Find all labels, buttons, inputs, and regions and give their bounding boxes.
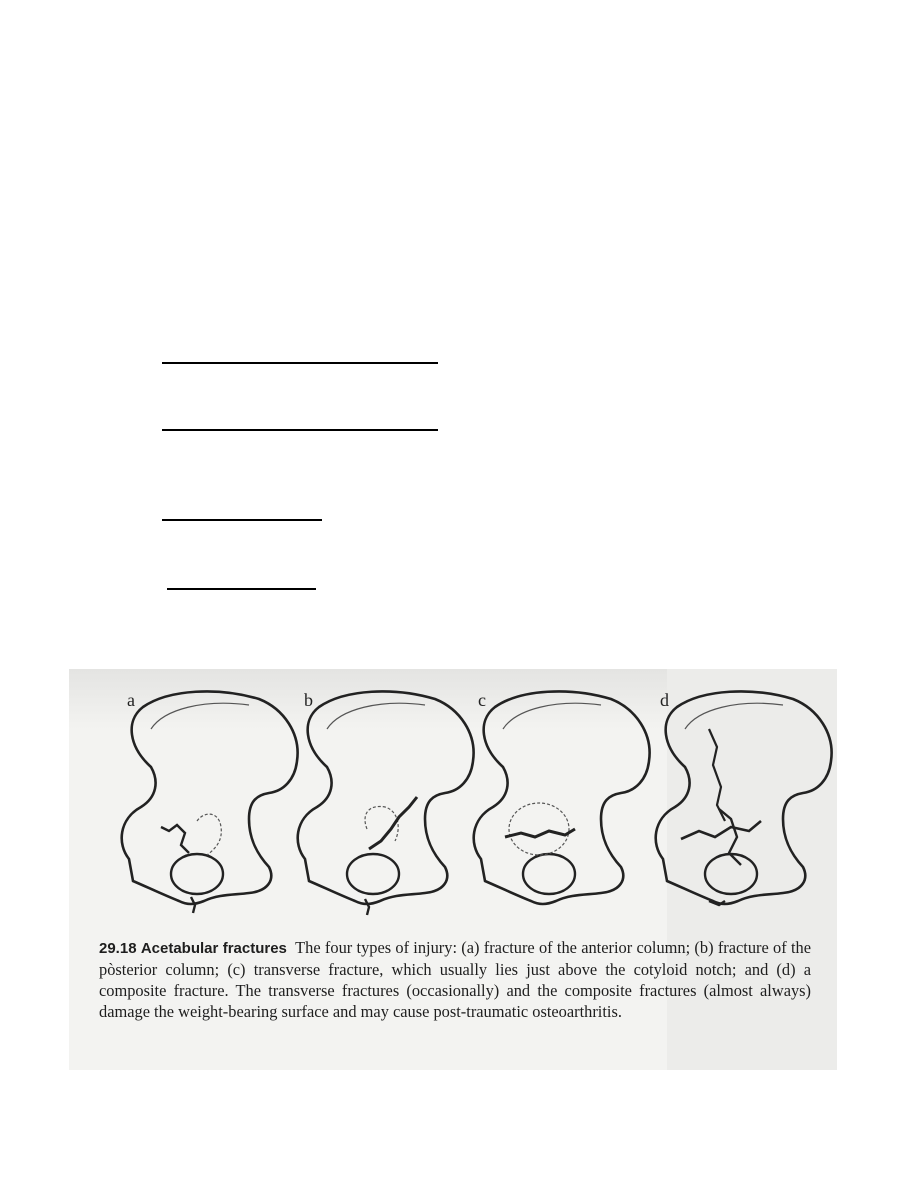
panel-a-drawing: [122, 691, 298, 913]
pelvis-illustrations: [69, 669, 837, 939]
panel-label-b: b: [304, 690, 313, 710]
caption-title: Acetabular fractures: [140, 940, 287, 957]
blank-line-1: [162, 362, 438, 364]
panel-c-drawing: [474, 691, 650, 904]
panel-d-drawing: [656, 691, 832, 905]
blank-line-3: [162, 519, 322, 521]
panel-label-a: a: [127, 690, 135, 710]
caption-number: 29.18: [99, 940, 137, 957]
scanned-figure: [69, 669, 837, 1070]
caption-text: The four types of injury: (a) fracture of the anterior column; (b) fracture of the pòsterior column; (c) transverse fracture, which usually lies just above the cotyloid notch; and (d) a composite fracture. The transverse fractures (occasionally) and the composite fractures (almost always) damage the weight-bearing surface and may cause post-traumatic osteoarthritis.: [99, 938, 811, 1021]
blank-line-2: [162, 429, 438, 431]
panel-label-c: c: [478, 690, 486, 710]
panel-b-drawing: [298, 691, 474, 915]
panel-label-d: d: [660, 690, 669, 710]
figure-caption: [99, 937, 811, 1022]
blank-line-4: [167, 588, 316, 590]
